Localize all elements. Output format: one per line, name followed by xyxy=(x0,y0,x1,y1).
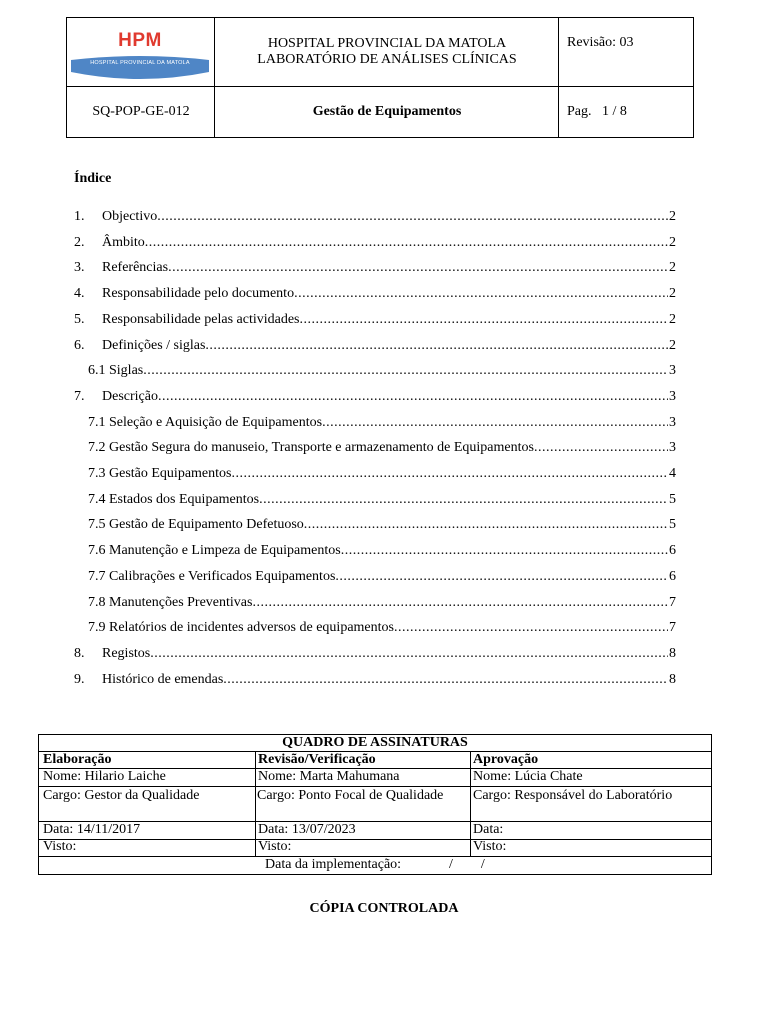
toc-dot-leader xyxy=(231,465,668,483)
toc-entry-number: 6. xyxy=(74,338,85,353)
index-title: Índice xyxy=(74,171,112,186)
document-subject: Gestão de Equipamentos xyxy=(312,104,462,119)
toc-dot-leader xyxy=(157,208,668,226)
document-header xyxy=(66,17,694,138)
logo-band-text: HOSPITAL PROVINCIAL DA MATOLA xyxy=(90,60,190,66)
toc-entry[interactable] xyxy=(88,362,676,380)
toc-entry-page: 3 xyxy=(669,440,676,455)
toc-dot-leader xyxy=(304,516,668,534)
toc-entry-title: 7.1 Seleção e Aquisição de Equipamentos xyxy=(88,415,323,430)
toc-entry[interactable] xyxy=(88,516,676,534)
toc-entry[interactable] xyxy=(74,388,676,406)
aprovacao-name: Nome: Lúcia Chate xyxy=(473,769,583,784)
table-rule xyxy=(39,786,711,787)
toc-entry[interactable] xyxy=(74,234,676,252)
toc-entry-title: 7.9 Relatórios de incidentes adversos de equipamentos xyxy=(88,620,394,635)
toc-entry-page: 2 xyxy=(669,209,676,224)
toc-entry-page: 3 xyxy=(669,363,676,378)
column-header-aprovacao: Aprovação xyxy=(473,752,539,767)
toc-entry-number: 4. xyxy=(74,286,85,301)
toc-dot-leader xyxy=(322,414,668,432)
toc-entry-title: Objectivo xyxy=(102,209,158,224)
toc-entry-number: 1. xyxy=(74,209,85,224)
toc-entry-page: 5 xyxy=(669,492,676,507)
toc-dot-leader xyxy=(341,542,668,560)
toc-entry[interactable] xyxy=(74,285,676,303)
toc-entry-number: 5. xyxy=(74,312,85,327)
controlled-copy-label: CÓPIA CONTROLADA xyxy=(309,901,459,916)
signatures-title: QUADRO DE ASSINATURAS xyxy=(282,735,468,750)
hospital-logo xyxy=(69,30,211,84)
signatures-table xyxy=(38,734,712,875)
toc-entry-title: 7.4 Estados dos Equipamentos xyxy=(88,492,260,507)
toc-entry[interactable] xyxy=(88,414,676,432)
toc-entry-title: Definições / siglas xyxy=(102,338,206,353)
toc-dot-leader xyxy=(335,568,668,586)
aprovacao-cargo: Cargo: Responsável do Laboratório xyxy=(473,788,673,803)
toc-entry-title: Referências xyxy=(102,260,169,275)
toc-entry[interactable] xyxy=(74,208,676,226)
table-rule xyxy=(255,751,256,856)
revisao-data: Data: 13/07/2023 xyxy=(258,822,356,837)
toc-entry-page: 7 xyxy=(669,620,676,635)
toc-entry-page: 2 xyxy=(669,286,676,301)
toc-dot-leader xyxy=(168,259,668,277)
hospital-name: HOSPITAL PROVINCIAL DA MATOLA xyxy=(267,36,507,51)
logo-wordmark: HPM xyxy=(118,30,162,51)
toc-entry-page: 3 xyxy=(669,389,676,404)
toc-entry-title: Âmbito xyxy=(102,235,145,250)
toc-entry-title: 7.2 Gestão Segura do manuseio, Transporte e armazenamento de Equipamentos xyxy=(88,440,534,455)
lab-name: LABORATÓRIO DE ANÁLISES CLÍNICAS xyxy=(257,52,517,67)
elaboracao-visto: Visto: xyxy=(43,839,77,854)
aprovacao-data: Data: xyxy=(473,822,504,837)
page-number: Pag. 1 / 8 xyxy=(567,104,627,119)
implementation-date-value: / / xyxy=(449,857,485,872)
toc-dot-leader xyxy=(259,491,668,509)
toc-entry[interactable] xyxy=(88,542,676,560)
toc-entry-number: 8. xyxy=(74,646,85,661)
toc-entry-page: 7 xyxy=(669,595,676,610)
toc-dot-leader xyxy=(300,311,669,329)
toc-entry-page: 2 xyxy=(669,338,676,353)
toc-entry-number: 9. xyxy=(74,672,85,687)
toc-entry-page: 8 xyxy=(669,672,676,687)
toc-dot-leader xyxy=(158,388,668,406)
toc-dot-leader xyxy=(145,234,668,252)
elaboracao-name: Nome: Hilario Laiche xyxy=(43,769,166,784)
toc-entry-title: 7.8 Manutenções Preventivas xyxy=(88,595,253,610)
toc-entry-page: 6 xyxy=(669,569,676,584)
toc-entry-title: 7.3 Gestão Equipamentos xyxy=(88,466,232,481)
toc-dot-leader xyxy=(394,619,668,637)
toc-entry[interactable] xyxy=(74,259,676,277)
toc-entry-title: Registos xyxy=(102,646,151,661)
toc-entry-number: 7. xyxy=(74,389,85,404)
document-code: SQ-POP-GE-012 xyxy=(92,104,190,119)
toc-dot-leader xyxy=(252,594,668,612)
toc-entry-page: 5 xyxy=(669,517,676,532)
toc-entry-page: 8 xyxy=(669,646,676,661)
toc-dot-leader xyxy=(205,337,668,355)
document-title xyxy=(215,18,559,86)
aprovacao-visto: Visto: xyxy=(473,839,507,854)
toc-entry-page: 2 xyxy=(669,312,676,327)
toc-entry[interactable] xyxy=(74,337,676,355)
toc-entry-number: 2. xyxy=(74,235,85,250)
toc-entry-title: Descrição xyxy=(102,389,158,404)
column-header-revisao: Revisão/Verificação xyxy=(258,752,376,767)
revisao-name: Nome: Marta Mahumana xyxy=(258,769,400,784)
toc-entry-page: 3 xyxy=(669,415,676,430)
toc-entry-page: 4 xyxy=(669,466,676,481)
toc-entry[interactable] xyxy=(88,439,676,457)
toc-entry-title: Histórico de emendas xyxy=(102,672,224,687)
toc-entry-title: 6.1 Siglas xyxy=(88,363,144,378)
column-header-elaboracao: Elaboração xyxy=(43,752,112,767)
toc-entry-page: 6 xyxy=(669,543,676,558)
toc-entry-number: 3. xyxy=(74,260,85,275)
toc-entry-page: 2 xyxy=(669,235,676,250)
toc-entry-page: 2 xyxy=(669,260,676,275)
toc-entry[interactable] xyxy=(88,491,676,509)
toc-entry-title: Responsabilidade pelo documento xyxy=(102,286,295,301)
toc-entry[interactable] xyxy=(88,619,676,637)
toc-entry-title: Responsabilidade pelas actividades xyxy=(102,312,300,327)
toc-dot-leader xyxy=(534,439,668,457)
toc-entry-title: 7.7 Calibrações e Verificados Equipamentos xyxy=(88,569,336,584)
toc-entry-title: 7.6 Manutenção e Limpeza de Equipamentos xyxy=(88,543,341,558)
toc-dot-leader xyxy=(143,362,668,380)
table-rule xyxy=(470,751,471,856)
toc-entry[interactable] xyxy=(88,594,676,612)
toc-entry-title: 7.5 Gestão de Equipamento Defetuoso xyxy=(88,517,304,532)
toc-entry[interactable] xyxy=(88,568,676,586)
toc-entry[interactable] xyxy=(88,465,676,483)
toc-entry[interactable] xyxy=(74,311,676,329)
toc-entry[interactable] xyxy=(74,671,676,689)
revisao-cargo: Cargo: Ponto Focal de Qualidade xyxy=(257,788,444,803)
elaboracao-data: Data: 14/11/2017 xyxy=(43,822,141,837)
toc-entry[interactable] xyxy=(74,645,676,663)
revision-label: Revisão: 03 xyxy=(567,35,634,50)
toc-dot-leader xyxy=(223,671,668,689)
toc-dot-leader xyxy=(150,645,668,663)
toc-dot-leader xyxy=(294,285,668,303)
revisao-visto: Visto: xyxy=(258,839,292,854)
table-rule xyxy=(39,839,711,840)
implementation-date-label: Data da implementação: xyxy=(265,857,402,872)
elaboracao-cargo: Cargo: Gestor da Qualidade xyxy=(43,788,200,803)
